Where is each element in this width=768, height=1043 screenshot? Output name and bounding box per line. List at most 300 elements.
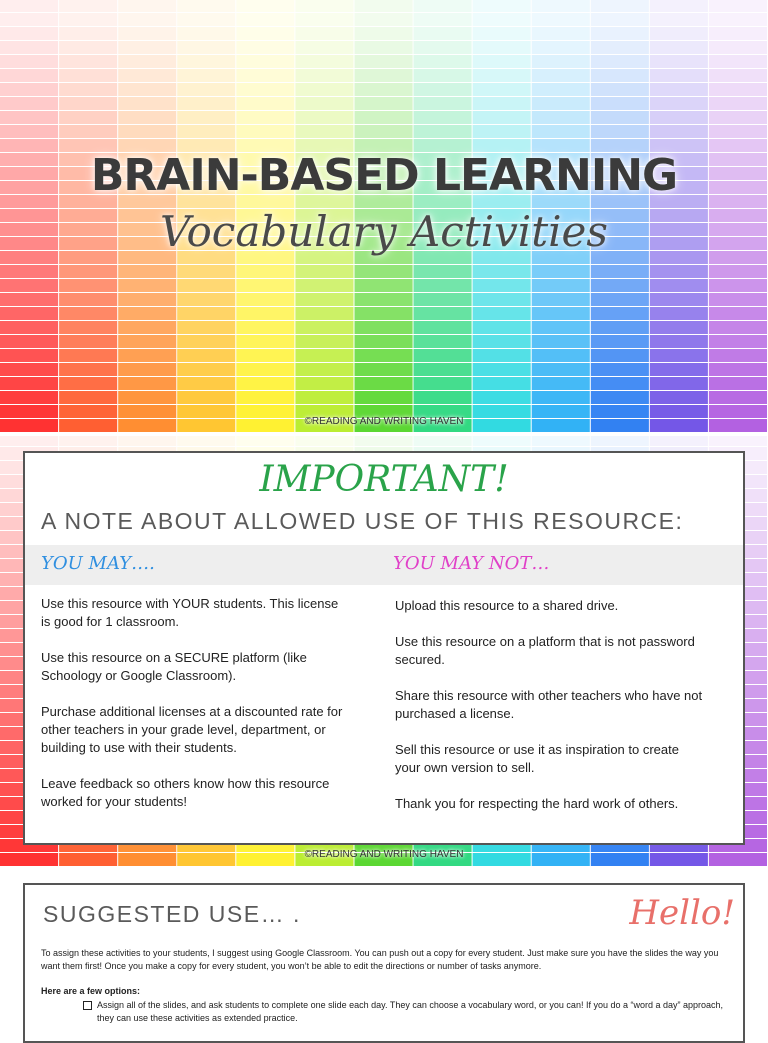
grid-tile xyxy=(355,377,413,390)
grid-tile xyxy=(650,265,708,278)
grid-tile xyxy=(236,377,294,390)
grid-tile xyxy=(59,391,117,404)
grid-tile xyxy=(177,13,235,26)
grid-tile xyxy=(236,69,294,82)
grid-tile xyxy=(0,125,58,138)
grid-tile xyxy=(177,111,235,124)
grid-tile xyxy=(473,436,531,446)
grid-tile xyxy=(473,363,531,376)
grid-tile xyxy=(709,27,767,40)
grid-tile xyxy=(414,279,472,292)
grid-tile xyxy=(295,125,353,138)
grid-tile xyxy=(295,279,353,292)
grid-tile xyxy=(473,27,531,40)
grid-tile xyxy=(236,293,294,306)
grid-tile xyxy=(59,335,117,348)
option-item xyxy=(83,999,731,1025)
grid-tile xyxy=(295,13,353,26)
grid-tile xyxy=(650,436,708,446)
checkbox-icon xyxy=(83,1001,92,1010)
grid-tile xyxy=(414,265,472,278)
grid-tile xyxy=(177,125,235,138)
grid-tile xyxy=(650,363,708,376)
grid-tile xyxy=(473,13,531,26)
grid-tile xyxy=(355,13,413,26)
grid-tile xyxy=(650,349,708,362)
grid-tile xyxy=(0,83,58,96)
grid-tile xyxy=(59,83,117,96)
cover-title: BRAIN-BASED LEARNING xyxy=(90,150,678,201)
grid-tile xyxy=(709,69,767,82)
grid-tile xyxy=(591,83,649,96)
terms-card xyxy=(23,451,745,845)
options-label: Here are a few options: xyxy=(41,986,141,996)
grid-tile xyxy=(177,41,235,54)
grid-tile xyxy=(295,97,353,110)
grid-tile xyxy=(709,377,767,390)
you-may-not-item: Share this resource with other teachers who have not purchased a license. xyxy=(395,688,703,721)
grid-tile xyxy=(236,111,294,124)
grid-tile xyxy=(355,293,413,306)
grid-tile xyxy=(177,335,235,348)
grid-tile xyxy=(650,41,708,54)
grid-tile xyxy=(118,321,176,334)
grid-tile xyxy=(118,27,176,40)
grid-tile xyxy=(177,293,235,306)
grid-tile xyxy=(414,363,472,376)
grid-tile xyxy=(236,265,294,278)
grid-tile xyxy=(236,0,294,12)
grid-tile xyxy=(532,83,590,96)
grid-tile xyxy=(177,69,235,82)
grid-tile xyxy=(0,363,58,376)
grid-tile xyxy=(591,97,649,110)
grid-tile xyxy=(59,13,117,26)
grid-tile xyxy=(355,279,413,292)
grid-tile xyxy=(177,436,235,446)
grid-tile xyxy=(295,293,353,306)
grid-tile xyxy=(118,97,176,110)
grid-tile xyxy=(295,377,353,390)
grid-tile xyxy=(0,321,58,334)
grid-tile xyxy=(295,55,353,68)
grid-tile xyxy=(709,13,767,26)
grid-tile xyxy=(177,321,235,334)
grid-tile xyxy=(650,377,708,390)
grid-tile xyxy=(591,125,649,138)
grid-tile xyxy=(0,97,58,110)
grid-tile xyxy=(473,125,531,138)
grid-tile xyxy=(650,321,708,334)
grid-tile xyxy=(295,349,353,362)
grid-tile xyxy=(118,391,176,404)
grid-tile xyxy=(709,335,767,348)
grid-tile xyxy=(177,391,235,404)
grid-tile xyxy=(236,13,294,26)
grid-tile xyxy=(177,363,235,376)
cover-title-block xyxy=(0,150,768,256)
grid-tile xyxy=(650,13,708,26)
suggested-use-card xyxy=(23,883,745,1043)
grid-tile xyxy=(414,0,472,12)
grid-tile xyxy=(0,0,58,12)
grid-tile xyxy=(709,321,767,334)
grid-tile xyxy=(650,111,708,124)
suggested-use-heading: SUGGESTED USE… . xyxy=(43,901,301,927)
grid-tile xyxy=(177,265,235,278)
grid-tile xyxy=(0,335,58,348)
grid-tile xyxy=(118,55,176,68)
grid-tile xyxy=(0,377,58,390)
grid-tile xyxy=(709,391,767,404)
grid-tile xyxy=(355,83,413,96)
grid-tile xyxy=(59,97,117,110)
grid-tile xyxy=(532,97,590,110)
grid-tile xyxy=(473,349,531,362)
grid-tile xyxy=(118,279,176,292)
grid-tile xyxy=(414,391,472,404)
you-may-not-item: Upload this resource to a shared drive. xyxy=(395,598,619,613)
grid-tile xyxy=(709,307,767,320)
grid-tile xyxy=(709,265,767,278)
grid-tile xyxy=(0,55,58,68)
grid-tile xyxy=(59,293,117,306)
grid-tile xyxy=(0,436,58,446)
grid-tile xyxy=(59,321,117,334)
grid-tile xyxy=(414,321,472,334)
grid-tile xyxy=(118,363,176,376)
grid-tile xyxy=(0,293,58,306)
grid-tile xyxy=(414,55,472,68)
grid-tile xyxy=(532,111,590,124)
grid-tile xyxy=(295,307,353,320)
grid-tile xyxy=(177,279,235,292)
grid-tile xyxy=(709,111,767,124)
grid-tile xyxy=(177,97,235,110)
grid-tile xyxy=(59,436,117,446)
grid-tile xyxy=(709,0,767,12)
important-heading: IMPORTANT! xyxy=(259,459,509,500)
grid-tile xyxy=(473,69,531,82)
grid-tile xyxy=(355,27,413,40)
grid-tile xyxy=(709,41,767,54)
grid-tile xyxy=(473,279,531,292)
grid-tile xyxy=(118,307,176,320)
grid-tile xyxy=(532,69,590,82)
grid-tile xyxy=(650,279,708,292)
grid-tile xyxy=(355,349,413,362)
grid-tile xyxy=(473,83,531,96)
grid-tile xyxy=(59,279,117,292)
grid-tile xyxy=(473,97,531,110)
grid-tile xyxy=(591,321,649,334)
grid-tile xyxy=(236,27,294,40)
grid-tile xyxy=(355,111,413,124)
grid-tile xyxy=(591,377,649,390)
grid-tile xyxy=(650,307,708,320)
grid-tile xyxy=(118,335,176,348)
grid-tile xyxy=(591,13,649,26)
you-may-item: Purchase additional licenses at a discounted rate for other teachers in your grade level, department, or building to use with their students. xyxy=(41,704,343,755)
grid-tile xyxy=(0,307,58,320)
grid-tile xyxy=(591,0,649,12)
you-may-list xyxy=(41,595,351,829)
grid-tile xyxy=(118,125,176,138)
grid-tile xyxy=(532,55,590,68)
grid-tile xyxy=(532,349,590,362)
grid-tile xyxy=(295,111,353,124)
grid-tile xyxy=(0,41,58,54)
grid-tile xyxy=(355,335,413,348)
grid-tile xyxy=(650,293,708,306)
grid-tile xyxy=(591,279,649,292)
grid-tile xyxy=(295,321,353,334)
suggested-intro: To assign these activities to your students, I suggest using Google Classroom. You can push out a copy for every student. Just make sure you have the slides the way you want them first! Once you make a copy for every student, you won’t be able to edit the directions or number of tasks anymore. xyxy=(41,948,719,971)
you-may-not-label: YOU MAY NOT… xyxy=(393,553,550,574)
grid-tile xyxy=(59,125,117,138)
grid-tile xyxy=(295,27,353,40)
terms-copyright: ©READING AND WRITING HAVEN xyxy=(304,849,464,860)
grid-tile xyxy=(414,27,472,40)
grid-tile xyxy=(709,293,767,306)
grid-tile xyxy=(414,293,472,306)
grid-tile xyxy=(591,265,649,278)
grid-tile xyxy=(236,55,294,68)
you-may-item: Leave feedback so others know how this resource worked for your students! xyxy=(41,776,330,809)
grid-tile xyxy=(118,265,176,278)
grid-tile xyxy=(473,0,531,12)
option-text: Assign all of the slides, and ask students to complete one slide each day. They can choose a vocabulary word, or you can! If you do a “word a day” approach, they can use these activities as extended practice. xyxy=(97,1000,724,1023)
grid-tile xyxy=(473,111,531,124)
allowed-use-heading: A NOTE ABOUT ALLOWED USE OF THIS RESOURCE: xyxy=(41,508,684,534)
cover-subtitle: Vocabulary Activities xyxy=(160,207,608,256)
grid-tile xyxy=(591,27,649,40)
grid-tile xyxy=(650,0,708,12)
grid-tile xyxy=(236,436,294,446)
you-may-not-list xyxy=(395,597,705,831)
grid-tile xyxy=(0,265,58,278)
grid-tile xyxy=(532,363,590,376)
grid-tile xyxy=(59,377,117,390)
grid-tile xyxy=(59,69,117,82)
grid-tile xyxy=(295,83,353,96)
grid-tile xyxy=(591,335,649,348)
grid-tile xyxy=(473,377,531,390)
grid-tile xyxy=(295,265,353,278)
grid-tile xyxy=(414,349,472,362)
grid-tile xyxy=(236,391,294,404)
grid-tile xyxy=(59,0,117,12)
grid-tile xyxy=(473,55,531,68)
grid-tile xyxy=(473,293,531,306)
grid-tile xyxy=(0,13,58,26)
grid-tile xyxy=(177,83,235,96)
grid-tile xyxy=(118,436,176,446)
grid-tile xyxy=(236,321,294,334)
grid-tile xyxy=(532,0,590,12)
grid-tile xyxy=(0,69,58,82)
grid-tile xyxy=(414,69,472,82)
grid-tile xyxy=(650,69,708,82)
grid-tile xyxy=(236,83,294,96)
grid-tile xyxy=(591,391,649,404)
grid-tile xyxy=(236,125,294,138)
you-may-item: Use this resource with YOUR students. This license is good for 1 classroom. xyxy=(41,596,339,629)
grid-tile xyxy=(355,321,413,334)
grid-tile xyxy=(355,125,413,138)
grid-tile xyxy=(177,55,235,68)
grid-tile xyxy=(414,41,472,54)
grid-tile xyxy=(118,69,176,82)
grid-tile xyxy=(414,83,472,96)
grid-tile xyxy=(118,349,176,362)
grid-tile xyxy=(414,377,472,390)
grid-tile xyxy=(414,13,472,26)
suggested-use-body xyxy=(41,947,731,1025)
grid-tile xyxy=(59,307,117,320)
grid-tile xyxy=(650,55,708,68)
grid-tile xyxy=(355,0,413,12)
grid-tile xyxy=(591,293,649,306)
grid-tile xyxy=(414,125,472,138)
grid-tile xyxy=(473,391,531,404)
grid-tile xyxy=(650,125,708,138)
grid-tile xyxy=(414,436,472,446)
grid-tile xyxy=(0,349,58,362)
you-may-label: YOU MAY…. xyxy=(41,553,155,574)
grid-tile xyxy=(177,377,235,390)
grid-tile xyxy=(650,335,708,348)
grid-tile xyxy=(59,265,117,278)
grid-tile xyxy=(532,265,590,278)
grid-tile xyxy=(532,279,590,292)
grid-tile xyxy=(709,97,767,110)
grid-tile xyxy=(59,27,117,40)
grid-tile xyxy=(355,55,413,68)
grid-tile xyxy=(650,391,708,404)
grid-tile xyxy=(532,125,590,138)
grid-tile xyxy=(177,349,235,362)
grid-tile xyxy=(59,363,117,376)
grid-tile xyxy=(236,335,294,348)
grid-tile xyxy=(532,335,590,348)
grid-tile xyxy=(118,111,176,124)
hello-heading: Hello! xyxy=(629,893,735,933)
grid-tile xyxy=(709,349,767,362)
grid-tile xyxy=(473,307,531,320)
grid-tile xyxy=(709,363,767,376)
grid-tile xyxy=(236,307,294,320)
grid-tile xyxy=(591,41,649,54)
grid-tile xyxy=(532,377,590,390)
grid-tile xyxy=(473,335,531,348)
you-may-not-item: Use this resource on a platform that is not password secured. xyxy=(395,634,695,667)
grid-tile xyxy=(236,363,294,376)
grid-tile xyxy=(709,125,767,138)
grid-tile xyxy=(532,307,590,320)
grid-tile xyxy=(591,111,649,124)
grid-tile xyxy=(414,307,472,320)
grid-tile xyxy=(0,391,58,404)
grid-tile xyxy=(532,13,590,26)
grid-tile xyxy=(532,436,590,446)
grid-tile xyxy=(473,41,531,54)
grid-tile xyxy=(709,83,767,96)
grid-tile xyxy=(414,111,472,124)
you-may-item: Use this resource on a SECURE platform (like Schoology or Google Classroom). xyxy=(41,650,307,683)
grid-tile xyxy=(355,436,413,446)
grid-tile xyxy=(532,293,590,306)
grid-tile xyxy=(295,436,353,446)
grid-tile xyxy=(177,307,235,320)
grid-tile xyxy=(355,307,413,320)
grid-tile xyxy=(650,97,708,110)
grid-tile xyxy=(532,391,590,404)
grid-tile xyxy=(591,307,649,320)
grid-tile xyxy=(0,111,58,124)
grid-tile xyxy=(118,41,176,54)
grid-tile xyxy=(295,41,353,54)
grid-tile xyxy=(532,321,590,334)
grid-tile xyxy=(709,436,767,446)
grid-tile xyxy=(591,349,649,362)
grid-tile xyxy=(118,13,176,26)
grid-tile xyxy=(236,349,294,362)
grid-tile xyxy=(177,27,235,40)
grid-tile xyxy=(236,279,294,292)
grid-tile xyxy=(591,436,649,446)
grid-tile xyxy=(355,41,413,54)
grid-tile xyxy=(591,363,649,376)
grid-tile xyxy=(59,55,117,68)
grid-tile xyxy=(59,349,117,362)
grid-tile xyxy=(0,27,58,40)
you-may-not-item: Thank you for respecting the hard work of others. xyxy=(395,796,679,811)
grid-tile xyxy=(118,0,176,12)
grid-tile xyxy=(177,0,235,12)
grid-tile xyxy=(355,363,413,376)
cover-copyright: ©READING AND WRITING HAVEN xyxy=(304,416,464,427)
grid-tile xyxy=(295,69,353,82)
grid-tile xyxy=(473,265,531,278)
grid-tile xyxy=(532,41,590,54)
grid-tile xyxy=(355,265,413,278)
grid-tile xyxy=(59,111,117,124)
grid-tile xyxy=(355,391,413,404)
grid-tile xyxy=(0,279,58,292)
grid-tile xyxy=(355,97,413,110)
grid-tile xyxy=(650,83,708,96)
grid-tile xyxy=(591,69,649,82)
grid-tile xyxy=(414,335,472,348)
grid-tile xyxy=(591,55,649,68)
you-may-not-item: Sell this resource or use it as inspiration to create your own version to sell. xyxy=(395,742,679,775)
grid-tile xyxy=(295,0,353,12)
grid-tile xyxy=(295,363,353,376)
grid-tile xyxy=(59,41,117,54)
grid-tile xyxy=(236,97,294,110)
grid-tile xyxy=(532,27,590,40)
grid-tile xyxy=(414,97,472,110)
grid-tile xyxy=(295,335,353,348)
grid-tile xyxy=(709,55,767,68)
grid-tile xyxy=(118,377,176,390)
grid-tile xyxy=(295,391,353,404)
grid-tile xyxy=(473,321,531,334)
grid-tile xyxy=(355,69,413,82)
grid-tile xyxy=(236,41,294,54)
grid-tile xyxy=(118,293,176,306)
